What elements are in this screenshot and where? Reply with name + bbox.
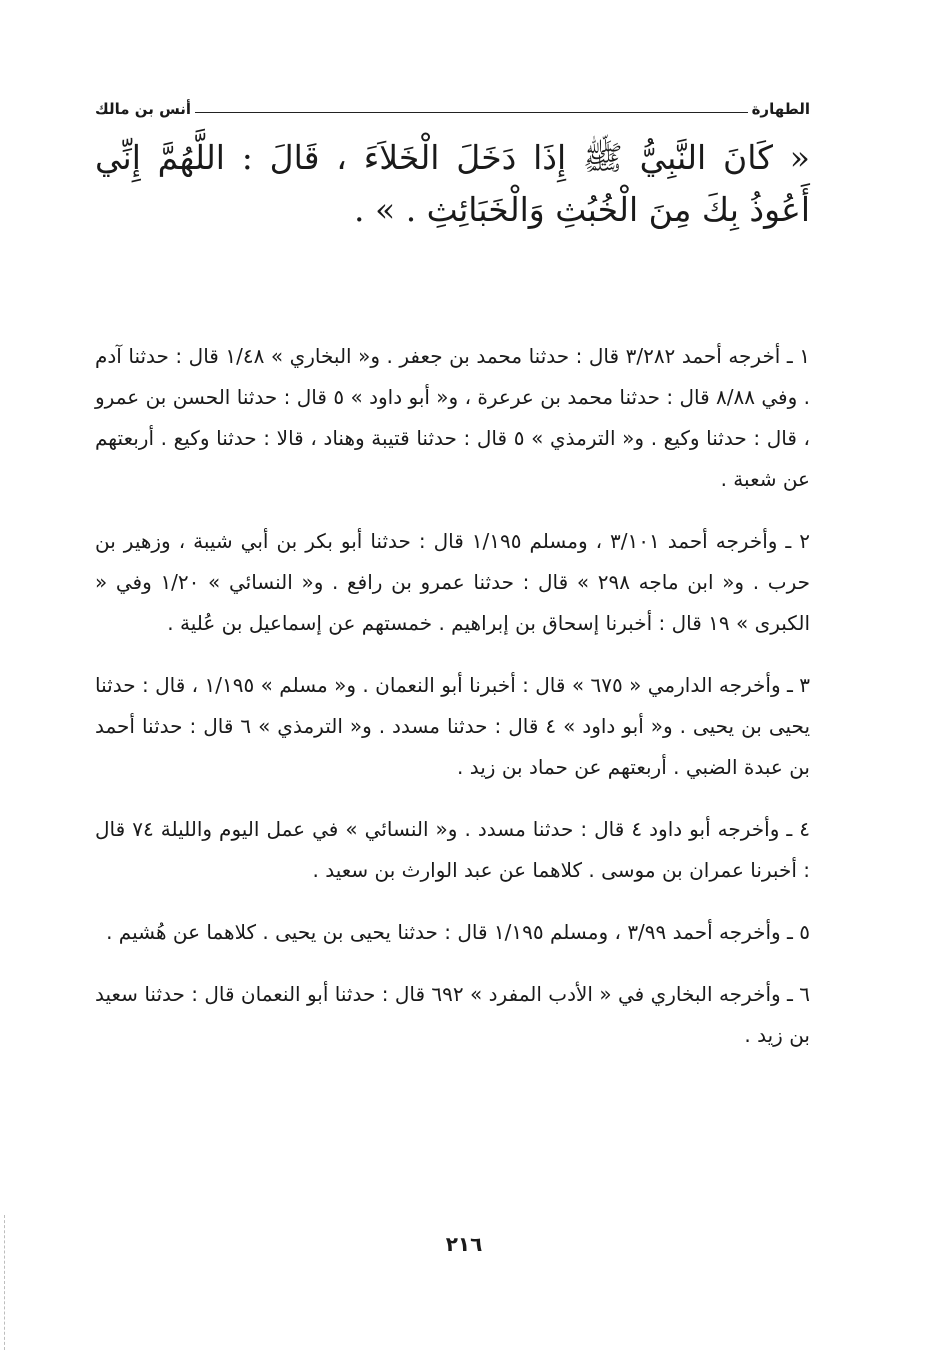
header-section-title: الطهارة (751, 100, 810, 118)
footnote-1: ١ ـ أخرجه أحمد ٣/٢٨٢ قال : حدثنا محمد بن جعفر . و« البخاري » ١/٤٨ قال : حدثنا آدم . وفي ٨/٨٨ قال : حدثنا محمد بن عرعرة ، و« أبو داود » ٥ قال : حدثنا الحسن بن عمرو ، قال : حدثنا وكيع . و« الترمذي » ٥ قال : حدثنا قتيبة وهناد ، قالا : حدثنا وكيع . أربعتهم عن شعبة . (95, 344, 810, 491)
footnote-6: ٦ ـ وأخرجه البخاري في « الأدب المفرد » ٦٩٢ قال : حدثنا أبو النعمان قال : حدثنا سعيد بن زيد . (95, 982, 811, 1047)
header-narrator: أنس بن مالك (95, 100, 192, 118)
header-rule (195, 112, 748, 113)
footnotes (95, 336, 810, 1056)
page-number: ٢١٦ (445, 1232, 483, 1256)
running-header (95, 86, 810, 118)
scan-edge-marks (4, 1215, 7, 1350)
book-page (95, 86, 810, 1077)
footnote-2: ٢ ـ وأخرجه أحمد ٣/١٠١ ، ومسلم ١/١٩٥ قال : حدثنا أبو بكر بن أبي شيبة ، وزهير بن حرب . و« ابن ماجه ٢٩٨ » قال : حدثنا عمرو بن رافع . و« النسائي » ١/٢٠ وفي « الكبرى » ١٩ قال : أخبرنا إسحاق بن إبراهيم . خمستهم عن إسماعيل بن عُلية . (95, 529, 811, 635)
hadith-text: « كَانَ النَّبِيُّ ﷺ إِذَا دَخَلَ الْخَلاَءَ ، قَالَ : اللَّهُمَّ إِنِّي أَعُوذُ بِكَ مِنَ الْخُبُثِ وَالْخَبَائِثِ . » . (95, 138, 810, 229)
footnote-4: ٤ ـ وأخرجه أبو داود ٤ قال : حدثنا مسدد . و« النسائي » في عمل اليوم والليلة ٧٤ قال : أخبرنا عمران بن موسى . كلاهما عن عبد الوارث بن سعيد . (95, 817, 811, 882)
footnote-3: ٣ ـ وأخرجه الدارمي « ٦٧٥ » قال : أخبرنا أبو النعمان . و« مسلم » ١/١٩٥ ، قال : حدثنا يحيى بن يحيى . و« أبو داود » ٤ قال : حدثنا مسدد . و« الترمذي » ٦ قال : حدثنا أحمد بن عبدة الضبي . أربعتهم عن حماد بن زيد . (95, 673, 811, 779)
footnote-5: ٥ ـ وأخرجه أحمد ٣/٩٩ ، ومسلم ١/١٩٥ قال : حدثنا يحيى بن يحيى . كلاهما عن هُشيم . (106, 920, 810, 944)
